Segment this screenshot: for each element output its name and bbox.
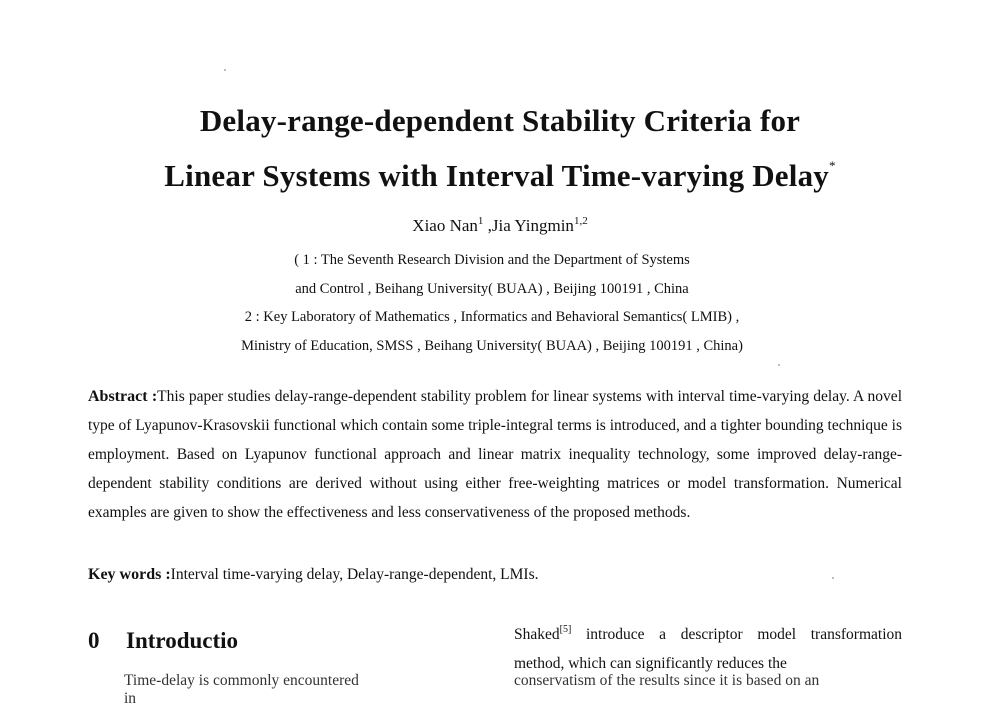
title-footnote-mark: * <box>828 158 836 173</box>
author-2: Jia Yingmin <box>491 216 574 235</box>
section-heading <box>88 628 238 654</box>
scan-speck <box>778 364 780 366</box>
title-line-2-text: Linear Systems with Interval Time-varying Delay <box>164 158 829 193</box>
abstract <box>88 382 902 527</box>
author-list <box>0 215 1000 236</box>
author-separator: , <box>483 216 492 235</box>
scan-speck <box>224 69 226 71</box>
keywords-label: Key words : <box>88 566 171 583</box>
title-line-1: Delay-range-dependent Stability Criteria for <box>199 103 801 138</box>
section-title: Introductio <box>126 628 239 653</box>
citation-ref: [5] <box>559 624 572 635</box>
title-line-2 <box>0 143 1000 198</box>
affiliations <box>0 246 984 360</box>
affiliation-line: Ministry of Education, SMSS , Beihang University( BUAA) , Beijing 100191 , China) <box>241 337 743 354</box>
keywords-text: Interval time-varying delay, Delay-range-dependent, LMIs. <box>170 566 539 583</box>
section-number: 0 <box>88 628 100 653</box>
keywords <box>88 561 902 589</box>
affiliation-line: and Control , Beihang University( BUAA) , Beijing 100191 , China <box>295 280 689 297</box>
right-column-cutoff-line: conservatism of the results since it is based on an <box>514 672 820 689</box>
left-column-cutoff-line: Time-delay is commonly encountered in <box>124 672 359 707</box>
right-column-body: introduce a descriptor model transformation method, which can significantly reduces the <box>514 626 902 672</box>
abstract-label: Abstract : <box>88 388 158 405</box>
paper-title <box>0 98 1000 198</box>
author-1-affil: 1 <box>477 215 484 227</box>
author-2-affil: 1,2 <box>573 215 588 227</box>
cited-author: Shaked <box>514 626 560 643</box>
right-column-text <box>514 615 902 678</box>
author-1: Xiao Nan <box>412 216 478 235</box>
abstract-text: This paper studies delay-range-dependent stability problem for linear systems with interval time-varying delay. A novel type of Lyapunov-Krasovskii functional which contain some triple-integral terms is introduced, and a tighter bounding technique is employment. Based on Lyapunov functional approach and linear matrix inequality technology, some improved delay-range- dependent stability conditions are derived without using either free-weighting matrices or model transformation. Numerical examples are given to show the effectiveness and less conservativeness of the proposed methods. <box>88 388 902 521</box>
affiliation-line: 2 : Key Laboratory of Mathematics , Informatics and Behavioral Semantics( LMIB) , <box>244 309 740 325</box>
affiliation-line: ( 1 : The Seventh Research Division and the Department of Systems <box>294 252 690 268</box>
